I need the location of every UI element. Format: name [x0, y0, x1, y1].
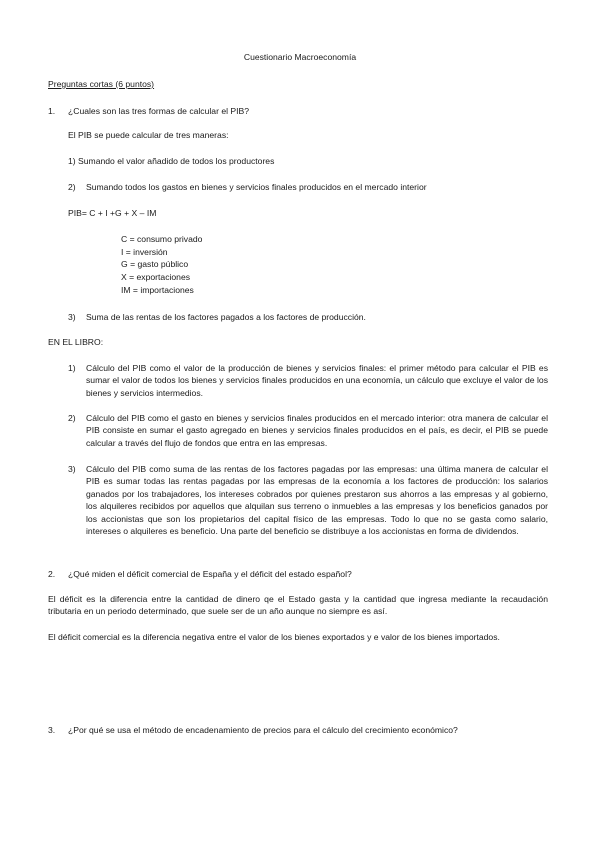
method-3: Suma de las rentas de los factores pagados a los factores de producción.: [86, 312, 366, 322]
document-title: Cuestionario Macroeconomía: [243, 52, 357, 62]
question-text: ¿Qué miden el déficit comercial de España y el déficit del estado español?: [68, 569, 352, 579]
method-3-number: 3): [68, 312, 76, 322]
question-text: ¿Cuales son las tres formas de calcular el PIB?: [68, 106, 250, 116]
formula: PIB= C + I +G + X – IM: [68, 208, 157, 218]
list-item-number: 2): [68, 413, 76, 423]
list-item: Cálculo del PIB como el gasto en bienes y servicios finales producidos en el mercado interior: otra manera de calcular el PIB consiste en sumar el gasto agregado en bienes y servicios finales producidos en el país, es decir, el PIB se puede calcular a través del flujo de fondos que entra en las empresas.: [86, 413, 548, 448]
variable-item: X = exportaciones: [121, 272, 191, 282]
list-item: Cálculo del PIB como el valor de la producción de bienes y servicios finales: el primer método para calcular el PIB es sumar el valor de todos los bienes y servicios finales producidos en una economía, un cálculo que excluye el valor de los bienes y servicios intermedios.: [86, 363, 548, 398]
question-number: 1.: [48, 106, 56, 116]
method-2: Sumando todos los gastos en bienes y servicios finales producidos en el mercado interior: [86, 182, 427, 192]
variable-item: C = consumo privado: [121, 234, 203, 244]
list-item-number: 1): [68, 363, 76, 373]
method-2-number: 2): [68, 182, 76, 192]
answer-paragraph: El déficit es la diferencia entre la cantidad de dinero qe el Estado gasta y la cantidad que ingresa mediante la recaudación tributaria en un periodo determinado, que suele ser de un año aunque no siempre es así.: [48, 594, 548, 617]
question-number: 3.: [48, 725, 56, 735]
question-number: 2.: [48, 569, 56, 579]
answer-intro: El PIB se puede calcular de tres maneras:: [68, 130, 229, 140]
section-heading: Preguntas cortas (6 puntos): [48, 79, 155, 89]
method-1: 1) Sumando el valor añadido de todos los productores: [68, 156, 275, 166]
variable-item: IM = importaciones: [121, 285, 194, 295]
variable-item: I = inversión: [121, 247, 168, 257]
question-text: ¿Por qué se usa el método de encadenamiento de precios para el cálculo del crecimiento económico?: [68, 725, 458, 735]
list-item-number: 3): [68, 464, 76, 474]
book-label: EN EL LIBRO:: [48, 337, 104, 347]
variable-item: G = gasto público: [121, 259, 189, 269]
list-item: Cálculo del PIB como suma de las rentas de los factores pagadas por las empresas: una última manera de calcular el PIB es sumar todas las rentas pagadas por las empresas de la economía a los factores de producción: los salarios ganados por los trabajadores, los intereses cobrados por quienes prestaron sus ahorros a las empresas y al gobierno, los alquileres recibidos por aquellos que alquilan sus terreno o inmuebles a las empresas y los beneficios ganados por los accionistas que son los propietarios del capital físico de las empresas. Todo lo que no se gasta como salario, intereses o alquileres es beneficio. Una parte del beneficio se distribuye a los accionistas en forma de dividendos.: [86, 464, 548, 537]
answer-paragraph: El déficit comercial es la diferencia negativa entre el valor de los bienes exportados y e valor de los bienes importados.: [48, 632, 500, 642]
